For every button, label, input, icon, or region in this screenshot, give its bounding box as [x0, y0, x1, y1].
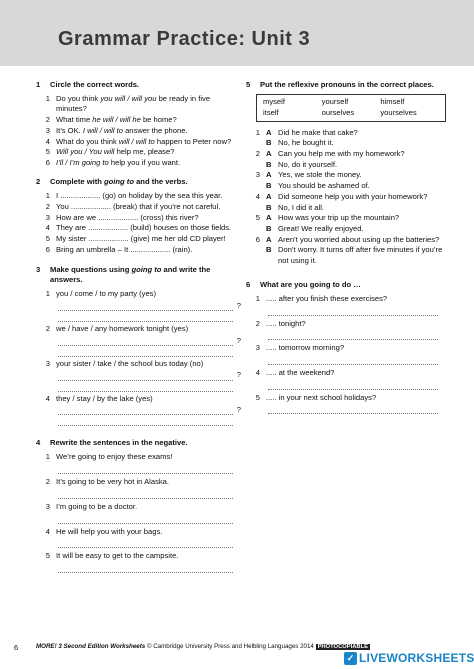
dialogue-text: Did he make that cake?: [278, 127, 358, 137]
list-item: [36, 289, 241, 299]
item-text[interactable]: I ................... (go) on holiday by the sea this year.: [56, 191, 223, 201]
item-text: you / come / to my party (yes): [56, 289, 157, 299]
dialogue-text: Aren’t you worried about using up the batteries?: [278, 234, 440, 244]
word-choice[interactable]: will / will to: [118, 136, 155, 146]
dialogue-text[interactable]: Great! We really enjoyed.: [278, 223, 364, 233]
item-number: 6: [255, 234, 260, 244]
item-number: 1: [255, 127, 260, 137]
sentence-end: help you if you want.: [108, 157, 181, 167]
item-text: It’s going to be very hot in Alaska.: [56, 477, 169, 487]
section-title: [36, 265, 241, 285]
item-text: [56, 94, 241, 114]
dialogue-line-b: [246, 160, 446, 170]
item-number: 3: [45, 358, 50, 368]
section-instruction: Rewrite the sentences in the negative.: [50, 438, 188, 448]
word-box-item: himself: [380, 97, 405, 107]
item-number: 4: [255, 191, 260, 201]
item-text: we / have / any homework tonight (yes): [56, 324, 189, 334]
answer-line[interactable]: [58, 562, 233, 573]
item-text: they / stay / by the lake (yes): [56, 393, 153, 403]
item-text: [56, 137, 241, 147]
sentence-start: What do you think: [56, 136, 119, 146]
section-3: [36, 265, 241, 426]
dialogue-line-a: [246, 213, 446, 223]
question-mark: ?: [236, 370, 241, 380]
item-number-spacer: [248, 224, 260, 234]
book-title: MORE! 3 Second Edition Worksheets: [36, 643, 146, 650]
section-instruction: [50, 265, 241, 285]
item-number: 4: [255, 368, 260, 378]
list-item: [36, 394, 241, 404]
item-number-spacer: [248, 181, 260, 191]
section-title: [246, 80, 446, 90]
item-number: 1: [45, 94, 50, 104]
list-item: [36, 245, 241, 255]
instruction-text: and the verbs.: [133, 177, 188, 187]
sentence-end: answer the phone.: [122, 125, 188, 135]
word-box-item: itself: [263, 108, 279, 118]
section-5-dialogues: [246, 128, 446, 266]
answer-blank[interactable]: [58, 372, 233, 381]
item-number-spacer: [248, 160, 260, 170]
dialogue-text: Yes, we stole the money.: [278, 170, 362, 180]
item-text: ..... tonight?: [266, 318, 306, 328]
dialogue-line-a: [246, 235, 446, 245]
list-item: [36, 191, 241, 201]
speaker-label: B: [266, 159, 272, 169]
page-footer: [0, 636, 474, 669]
speaker-label: B: [266, 138, 272, 148]
item-number: 2: [255, 318, 260, 328]
page-title: Grammar Practice: Unit 3: [58, 28, 311, 50]
answer-line[interactable]: [58, 463, 233, 474]
dialogue-line-a: [246, 149, 446, 159]
section-4-items: [36, 452, 241, 573]
speaker-label: B: [266, 202, 272, 212]
item-number: 6: [45, 244, 50, 254]
checkmark-icon: ✓: [344, 652, 357, 665]
section-2-items: [36, 191, 241, 255]
item-text: [56, 158, 241, 168]
answer-line[interactable]: [58, 346, 233, 357]
answer-blank[interactable]: [58, 406, 233, 415]
list-item: [36, 126, 241, 136]
list-item: [36, 502, 241, 512]
sentence-start: Do you think: [56, 94, 101, 104]
item-text: [56, 115, 241, 125]
item-number: 1: [45, 289, 50, 299]
dialogue-text[interactable]: Don’t worry. It turns off after five minutes if you’re not using it.: [278, 245, 443, 265]
item-number: 5: [45, 234, 50, 244]
answer-line[interactable]: [58, 488, 233, 499]
list-item: [36, 213, 241, 223]
answer-line[interactable]: [268, 305, 438, 316]
answer-line[interactable]: [58, 513, 233, 524]
section-2: [36, 177, 241, 255]
answer-blank[interactable]: [58, 337, 233, 346]
answer-line[interactable]: [268, 403, 438, 414]
instruction-text: Make questions using: [50, 265, 132, 275]
item-text[interactable]: Bring an umbrella – It ................... (rain).: [56, 244, 193, 254]
item-number: 5: [45, 147, 50, 157]
list-item: [36, 147, 241, 157]
list-item: [36, 551, 241, 561]
item-text[interactable]: You ................... (break) that if you’re not careful.: [56, 202, 221, 212]
item-number: 1: [45, 191, 50, 201]
item-text: I’m going to be a doctor.: [56, 501, 138, 511]
list-item: [36, 452, 241, 462]
item-text[interactable]: My sister ................... (give) me her old CD player!: [56, 234, 226, 244]
dialogue-line-a: [246, 170, 446, 180]
list-item: [36, 527, 241, 537]
answer-line-question[interactable]: [58, 335, 241, 346]
item-text: It will be easy to get to the campsite.: [56, 551, 179, 561]
section-title: [246, 280, 446, 290]
instruction-text: and write the answers.: [50, 265, 211, 285]
photocopiable-badge: PHOTOCOPIABLE: [317, 644, 369, 650]
dialogue-line-b: [246, 181, 446, 191]
section-number: 3: [36, 265, 41, 275]
speaker-label: B: [266, 223, 272, 233]
speaker-label: A: [266, 191, 272, 201]
speaker-label: A: [266, 149, 272, 159]
item-number: 4: [45, 136, 50, 146]
dialogue-text[interactable]: No, he bought it.: [278, 138, 334, 148]
answer-line[interactable]: [58, 381, 233, 392]
item-number: 4: [45, 526, 50, 536]
list-item: [36, 234, 241, 244]
instruction-emphasis: going to: [131, 265, 162, 275]
list-item: [36, 324, 241, 334]
item-number: 3: [255, 170, 260, 180]
answer-blank[interactable]: [58, 302, 233, 311]
copyright-text: © Cambridge University Press and Helbling Languages 2014: [145, 643, 316, 650]
item-number: 3: [45, 501, 50, 511]
answer-line-question[interactable]: [58, 404, 241, 415]
item-number-spacer: [248, 245, 260, 265]
item-number: 6: [45, 157, 50, 167]
section-4: [36, 438, 241, 573]
item-number: 5: [45, 551, 50, 561]
dialogue-text[interactable]: You should be ashamed of.: [278, 181, 370, 191]
item-text: [56, 126, 241, 136]
word-choice[interactable]: I will / will to: [82, 125, 123, 135]
word-box-item: myself: [263, 97, 285, 107]
list-item: [246, 343, 446, 353]
section-instruction: Circle the correct words.: [50, 80, 140, 89]
answer-line[interactable]: [268, 379, 438, 390]
item-number: 5: [255, 392, 260, 402]
dialogue-line-a: [246, 128, 446, 138]
sentence-end: happen to Peter now?: [154, 136, 232, 146]
word-choice[interactable]: you will / will you: [100, 94, 157, 104]
item-text[interactable]: How are we ................... (cross) this river?: [56, 212, 199, 222]
dialogue-text[interactable]: No, do it yourself.: [278, 159, 338, 169]
list-item: [36, 137, 241, 147]
item-number: 4: [45, 223, 50, 233]
answer-line-question[interactable]: [58, 300, 241, 311]
speaker-label: B: [266, 181, 272, 191]
list-item: [246, 294, 446, 304]
section-title: [36, 177, 241, 187]
answer-line-question[interactable]: [58, 370, 241, 381]
word-choice[interactable]: I’ll / I’m going to: [56, 157, 109, 167]
answer-line[interactable]: [58, 537, 233, 548]
section-1: [36, 80, 241, 168]
speaker-label: A: [266, 127, 272, 137]
list-item: [246, 393, 446, 403]
dialogue-text: Did someone help you with your homework?: [278, 191, 428, 201]
item-text: ..... at the weekend?: [266, 368, 335, 378]
item-text: We’re going to enjoy these exams!: [56, 452, 173, 462]
section-instruction: What are you going to do …: [260, 279, 361, 289]
list-item: [36, 202, 241, 212]
word-box-item: yourself: [321, 97, 349, 107]
dialogue-text: Can you help me with my homework?: [278, 149, 405, 159]
dialogue-text[interactable]: No, I did it all.: [278, 202, 325, 212]
word-box-item: yourselves: [380, 108, 417, 118]
item-number: 2: [45, 115, 50, 125]
liveworksheets-logo[interactable]: [344, 651, 474, 665]
speaker-label: B: [266, 245, 272, 255]
word-box-item: ourselves: [321, 108, 355, 118]
section-1-items: [36, 94, 241, 168]
left-column: [36, 80, 241, 582]
list-item: [246, 319, 446, 329]
sentence-start: What time: [56, 115, 93, 125]
section-number: 5: [246, 80, 251, 89]
dialogue-line-b: [246, 203, 446, 213]
list-item: [36, 359, 241, 369]
word-choice[interactable]: he will / will he: [92, 115, 141, 125]
list-item: [36, 158, 241, 168]
word-box: [256, 94, 446, 121]
instruction-text: Complete with: [50, 177, 105, 187]
section-instruction: Put the reflexive pronouns in the correct places.: [260, 80, 434, 89]
answer-line[interactable]: [268, 329, 438, 340]
answer-line[interactable]: [58, 311, 233, 322]
list-item: [36, 94, 241, 114]
item-number: 2: [45, 202, 50, 212]
dialogue-line-b: [246, 224, 446, 234]
section-5: [246, 80, 446, 266]
list-item: [36, 115, 241, 125]
question-mark: ?: [236, 335, 241, 345]
section-number: 4: [36, 438, 41, 448]
item-text: ..... tomorrow morning?: [266, 343, 345, 353]
speaker-label: A: [266, 170, 272, 180]
instruction-emphasis: going to: [104, 177, 134, 187]
item-text: He will help you with your bags.: [56, 526, 163, 536]
answer-line[interactable]: [58, 415, 233, 426]
item-number-spacer: [248, 203, 260, 213]
dialogue-text: How was your trip up the mountain?: [278, 213, 400, 223]
section-title: [36, 80, 241, 90]
section-6-items: [246, 294, 446, 415]
dialogue-line-a: [246, 192, 446, 202]
section-6: [246, 280, 446, 415]
item-number: 2: [45, 324, 50, 334]
item-text[interactable]: They are ................... (build) houses on those fields.: [56, 223, 232, 233]
item-number: 5: [255, 213, 260, 223]
dialogue-line-b: [246, 138, 446, 148]
item-text: your sister / take / the school bus today (no): [56, 358, 204, 368]
page-header: [0, 0, 474, 66]
item-text: ..... after you finish these exercises?: [266, 293, 388, 303]
section-number: 2: [36, 177, 41, 187]
copyright-notice: [36, 643, 370, 650]
section-number: 1: [36, 80, 41, 89]
section-3-items: [36, 289, 241, 426]
item-number: 3: [45, 212, 50, 222]
item-text: [56, 147, 241, 157]
item-number: 2: [255, 149, 260, 159]
word-choice[interactable]: Will you / You will: [56, 147, 115, 157]
item-number-spacer: [248, 138, 260, 148]
list-item: [36, 223, 241, 233]
answer-line[interactable]: [268, 354, 438, 365]
item-number: 3: [255, 343, 260, 353]
list-item: [246, 368, 446, 378]
item-number: 3: [45, 125, 50, 135]
sentence-start: It’s OK.: [56, 125, 83, 135]
sentence-end: be ready in five minutes?: [56, 94, 211, 114]
question-mark: ?: [236, 405, 241, 415]
right-column: [246, 80, 446, 423]
section-title: [36, 438, 241, 448]
speaker-label: A: [266, 234, 272, 244]
section-number: 6: [246, 279, 251, 289]
item-number: 1: [45, 452, 50, 462]
section-instruction: [50, 177, 188, 187]
page-number: 6: [14, 643, 19, 652]
list-item: [36, 477, 241, 487]
logo-text: LIVEWORKSHEETS: [359, 651, 474, 665]
sentence-end: be home?: [140, 115, 177, 125]
item-number: 2: [45, 477, 50, 487]
dialogue-line-b: [246, 245, 446, 265]
item-number: 4: [45, 393, 50, 403]
speaker-label: A: [266, 213, 272, 223]
item-number: 1: [255, 293, 260, 303]
item-text: ..... in your next school holidays?: [266, 392, 377, 402]
sentence-end: help me, please?: [114, 147, 175, 157]
question-mark: ?: [236, 300, 241, 310]
